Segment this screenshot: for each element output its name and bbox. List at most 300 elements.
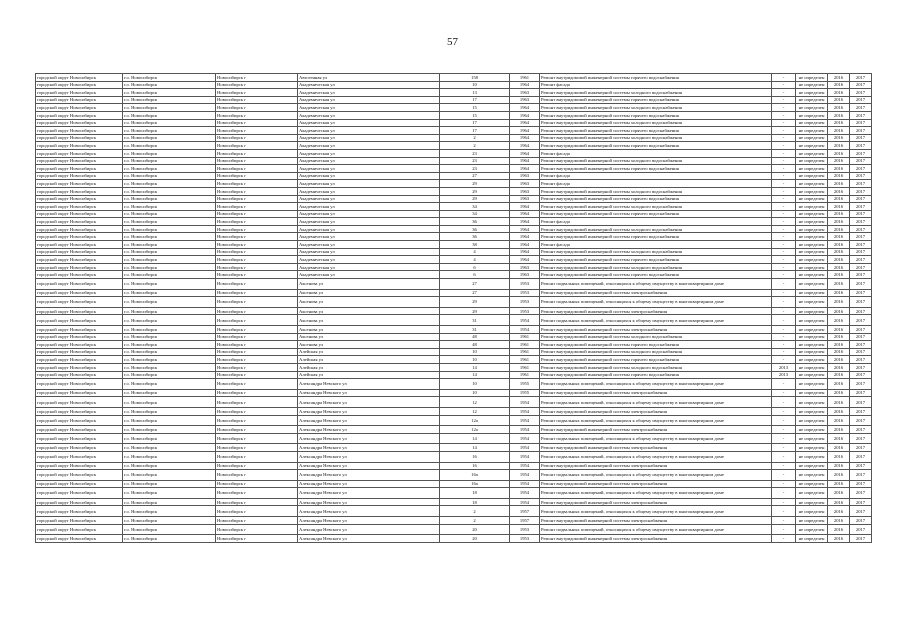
- table-row: [36, 119, 872, 127]
- work-type-cell: Ремонт подвальных помещений, относящихся к общему имуществу в многоквартирном доме: [540, 415, 772, 426]
- table-row: [36, 356, 872, 364]
- last-repair-year-cell: -: [772, 326, 796, 334]
- plan-end-year-cell: 2017: [850, 263, 872, 271]
- build-year-cell: 1964: [510, 241, 540, 249]
- plan-start-year-cell: 2016: [828, 225, 850, 233]
- cost-cell: не определен: [796, 89, 828, 97]
- last-repair-year-cell: -: [772, 248, 796, 256]
- municipality-cell: городской округ Новосибирск: [36, 535, 123, 543]
- plan-end-year-cell: 2017: [850, 256, 872, 264]
- street-cell: Аксенова ул: [298, 333, 440, 341]
- street-cell: Академическая ул: [298, 89, 440, 97]
- table-row: [36, 379, 872, 390]
- plan-start-year-cell: 2016: [828, 397, 850, 408]
- plan-end-year-cell: 2017: [850, 524, 872, 535]
- work-type-cell: Ремонт внутридомовой инженерной системы горячего водоснабжения: [540, 96, 772, 104]
- build-year-cell: 1954: [510, 426, 540, 434]
- plan-end-year-cell: 2017: [850, 89, 872, 97]
- cost-cell: не определен: [796, 488, 828, 499]
- work-type-cell: Ремонт внутридомовой инженерной системы горячего водоснабжения: [540, 210, 772, 218]
- city-cell: Новосибирск г: [216, 363, 298, 371]
- table-row: [36, 307, 872, 315]
- plan-start-year-cell: 2016: [828, 96, 850, 104]
- last-repair-year-cell: -: [772, 389, 796, 397]
- city-cell: Новосибирск г: [216, 157, 298, 165]
- table-row: [36, 333, 872, 341]
- build-year-cell: 1954: [510, 451, 540, 462]
- house-number-cell: 16а: [440, 470, 510, 481]
- house-number-cell: 16а: [440, 480, 510, 488]
- table-row: [36, 297, 872, 308]
- table-row: [36, 488, 872, 499]
- cost-cell: не определен: [796, 341, 828, 349]
- house-number-cell: 17: [440, 119, 510, 127]
- plan-start-year-cell: 2016: [828, 348, 850, 356]
- house-number-cell: 18: [440, 498, 510, 506]
- plan-start-year-cell: 2016: [828, 333, 850, 341]
- cost-cell: не определен: [796, 498, 828, 506]
- municipality-cell: городской округ Новосибирск: [36, 195, 123, 203]
- table-row: [36, 225, 872, 233]
- house-number-cell: 29: [440, 187, 510, 195]
- house-number-cell: 20: [440, 524, 510, 535]
- settlement-cell: г.о. Новосибирск: [123, 96, 216, 104]
- cost-cell: не определен: [796, 104, 828, 112]
- street-cell: Академическая ул: [298, 149, 440, 157]
- cost-cell: не определен: [796, 524, 828, 535]
- settlement-cell: г.о. Новосибирск: [123, 444, 216, 452]
- build-year-cell: 1964: [510, 111, 540, 119]
- city-cell: Новосибирск г: [216, 535, 298, 543]
- plan-start-year-cell: 2016: [828, 341, 850, 349]
- street-cell: Александра Невского ул: [298, 389, 440, 397]
- settlement-cell: г.о. Новосибирск: [123, 241, 216, 249]
- settlement-cell: г.о. Новосибирск: [123, 480, 216, 488]
- table-row: [36, 165, 872, 173]
- city-cell: Новосибирск г: [216, 256, 298, 264]
- settlement-cell: г.о. Новосибирск: [123, 111, 216, 119]
- table-row: [36, 89, 872, 97]
- city-cell: Новосибирск г: [216, 127, 298, 135]
- plan-start-year-cell: 2016: [828, 480, 850, 488]
- work-type-cell: Ремонт подвальных помещений, относящихся к общему имуществу в многоквартирном доме: [540, 379, 772, 390]
- last-repair-year-cell: -: [772, 407, 796, 415]
- build-year-cell: 1964: [510, 248, 540, 256]
- plan-end-year-cell: 2017: [850, 157, 872, 165]
- table-row: [36, 462, 872, 470]
- settlement-cell: г.о. Новосибирск: [123, 426, 216, 434]
- house-number-cell: 14: [440, 363, 510, 371]
- table-row: [36, 341, 872, 349]
- street-cell: Аксенова ул: [298, 297, 440, 308]
- cost-cell: не определен: [796, 426, 828, 434]
- municipality-cell: городской округ Новосибирск: [36, 315, 123, 326]
- house-number-cell: 16: [440, 462, 510, 470]
- city-cell: Новосибирск г: [216, 180, 298, 188]
- cost-cell: не определен: [796, 233, 828, 241]
- plan-end-year-cell: 2017: [850, 119, 872, 127]
- city-cell: Новосибирск г: [216, 462, 298, 470]
- work-type-cell: Ремонт фасада: [540, 218, 772, 226]
- settlement-cell: г.о. Новосибирск: [123, 488, 216, 499]
- table-row: [36, 172, 872, 180]
- last-repair-year-cell: -: [772, 263, 796, 271]
- last-repair-year-cell: 2013: [772, 363, 796, 371]
- municipality-cell: городской округ Новосибирск: [36, 451, 123, 462]
- cost-cell: не определен: [796, 142, 828, 150]
- cost-cell: не определен: [796, 356, 828, 364]
- table-row: [36, 195, 872, 203]
- city-cell: Новосибирск г: [216, 333, 298, 341]
- municipality-cell: городской округ Новосибирск: [36, 241, 123, 249]
- house-number-cell: 48: [440, 333, 510, 341]
- city-cell: Новосибирск г: [216, 524, 298, 535]
- plan-start-year-cell: 2016: [828, 89, 850, 97]
- work-type-cell: Ремонт подвальных помещений, относящихся к общему имуществу в многоквартирном доме: [540, 470, 772, 481]
- municipality-cell: городской округ Новосибирск: [36, 297, 123, 308]
- house-number-cell: 27: [440, 289, 510, 297]
- plan-start-year-cell: 2016: [828, 210, 850, 218]
- municipality-cell: городской округ Новосибирск: [36, 180, 123, 188]
- table-row: [36, 127, 872, 135]
- table-row: [36, 233, 872, 241]
- table-row: [36, 279, 872, 290]
- table-row: [36, 256, 872, 264]
- last-repair-year-cell: -: [772, 451, 796, 462]
- street-cell: Александра Невского ул: [298, 462, 440, 470]
- plan-end-year-cell: 2017: [850, 180, 872, 188]
- table-row: [36, 104, 872, 112]
- build-year-cell: 1953: [510, 297, 540, 308]
- work-type-cell: Ремонт внутридомовой инженерной системы электроснабжения: [540, 389, 772, 397]
- city-cell: Новосибирск г: [216, 263, 298, 271]
- house-number-cell: 34: [440, 203, 510, 211]
- municipality-cell: городской округ Новосибирск: [36, 89, 123, 97]
- plan-end-year-cell: 2017: [850, 415, 872, 426]
- cost-cell: не определен: [796, 157, 828, 165]
- cost-cell: не определен: [796, 307, 828, 315]
- house-number-cell: 29: [440, 307, 510, 315]
- street-cell: Академическая ул: [298, 241, 440, 249]
- plan-start-year-cell: 2016: [828, 104, 850, 112]
- plan-end-year-cell: 2017: [850, 433, 872, 444]
- municipality-cell: городской округ Новосибирск: [36, 256, 123, 264]
- plan-end-year-cell: 2017: [850, 225, 872, 233]
- plan-start-year-cell: 2016: [828, 271, 850, 279]
- street-cell: Александра Невского ул: [298, 506, 440, 517]
- city-cell: Новосибирск г: [216, 426, 298, 434]
- street-cell: Александра Невского ул: [298, 524, 440, 535]
- cost-cell: не определен: [796, 96, 828, 104]
- plan-end-year-cell: 2017: [850, 451, 872, 462]
- build-year-cell: 1964: [510, 210, 540, 218]
- municipality-cell: городской округ Новосибирск: [36, 279, 123, 290]
- house-number-cell: 2: [440, 142, 510, 150]
- last-repair-year-cell: 2013: [772, 371, 796, 379]
- table-row: [36, 470, 872, 481]
- city-cell: Новосибирск г: [216, 356, 298, 364]
- last-repair-year-cell: -: [772, 348, 796, 356]
- city-cell: Новосибирск г: [216, 289, 298, 297]
- cost-cell: не определен: [796, 165, 828, 173]
- street-cell: Академическая ул: [298, 111, 440, 119]
- house-number-cell: 15: [440, 111, 510, 119]
- cost-cell: не определен: [796, 371, 828, 379]
- plan-start-year-cell: 2016: [828, 470, 850, 481]
- city-cell: Новосибирск г: [216, 451, 298, 462]
- house-number-cell: 158: [440, 74, 510, 82]
- municipality-cell: городской округ Новосибирск: [36, 127, 123, 135]
- settlement-cell: г.о. Новосибирск: [123, 74, 216, 82]
- last-repair-year-cell: -: [772, 315, 796, 326]
- settlement-cell: г.о. Новосибирск: [123, 379, 216, 390]
- street-cell: Александра Невского ул: [298, 470, 440, 481]
- plan-end-year-cell: 2017: [850, 127, 872, 135]
- city-cell: Новосибирск г: [216, 415, 298, 426]
- street-cell: Академическая ул: [298, 248, 440, 256]
- plan-end-year-cell: 2017: [850, 348, 872, 356]
- street-cell: Александра Невского ул: [298, 535, 440, 543]
- last-repair-year-cell: -: [772, 134, 796, 142]
- settlement-cell: г.о. Новосибирск: [123, 180, 216, 188]
- last-repair-year-cell: -: [772, 279, 796, 290]
- table-row: [36, 210, 872, 218]
- municipality-cell: городской округ Новосибирск: [36, 271, 123, 279]
- work-type-cell: Ремонт подвальных помещений, относящихся к общему имуществу в многоквартирном доме: [540, 279, 772, 290]
- city-cell: Новосибирск г: [216, 506, 298, 517]
- street-cell: Академическая ул: [298, 203, 440, 211]
- house-number-cell: 34: [440, 210, 510, 218]
- plan-start-year-cell: 2016: [828, 326, 850, 334]
- plan-end-year-cell: 2017: [850, 96, 872, 104]
- settlement-cell: г.о. Новосибирск: [123, 127, 216, 135]
- work-type-cell: Ремонт внутридомовой инженерной системы холодного водоснабжения: [540, 348, 772, 356]
- build-year-cell: 1954: [510, 470, 540, 481]
- settlement-cell: г.о. Новосибирск: [123, 218, 216, 226]
- settlement-cell: г.о. Новосибирск: [123, 203, 216, 211]
- last-repair-year-cell: -: [772, 74, 796, 82]
- build-year-cell: 1964: [510, 218, 540, 226]
- municipality-cell: городской округ Новосибирск: [36, 210, 123, 218]
- street-cell: Аксенова ул: [298, 341, 440, 349]
- plan-end-year-cell: 2017: [850, 407, 872, 415]
- cost-cell: не определен: [796, 470, 828, 481]
- last-repair-year-cell: -: [772, 165, 796, 173]
- plan-end-year-cell: 2017: [850, 326, 872, 334]
- cost-cell: не определен: [796, 297, 828, 308]
- municipality-cell: городской округ Новосибирск: [36, 263, 123, 271]
- last-repair-year-cell: -: [772, 462, 796, 470]
- city-cell: Новосибирск г: [216, 498, 298, 506]
- settlement-cell: г.о. Новосибирск: [123, 263, 216, 271]
- work-type-cell: Ремонт фасада: [540, 172, 772, 180]
- settlement-cell: г.о. Новосибирск: [123, 256, 216, 264]
- last-repair-year-cell: -: [772, 256, 796, 264]
- plan-end-year-cell: 2017: [850, 462, 872, 470]
- page-number: 57: [447, 36, 458, 48]
- cost-cell: не определен: [796, 363, 828, 371]
- work-type-cell: Ремонт внутридомовой инженерной системы горячего водоснабжения: [540, 233, 772, 241]
- last-repair-year-cell: -: [772, 535, 796, 543]
- cost-cell: не определен: [796, 535, 828, 543]
- work-type-cell: Ремонт внутридомовой инженерной системы электроснабжения: [540, 326, 772, 334]
- cost-cell: не определен: [796, 180, 828, 188]
- city-cell: Новосибирск г: [216, 315, 298, 326]
- city-cell: Новосибирск г: [216, 307, 298, 315]
- settlement-cell: г.о. Новосибирск: [123, 104, 216, 112]
- municipality-cell: городской округ Новосибирск: [36, 119, 123, 127]
- city-cell: Новосибирск г: [216, 134, 298, 142]
- settlement-cell: г.о. Новосибирск: [123, 356, 216, 364]
- build-year-cell: 1954: [510, 397, 540, 408]
- table-row: [36, 315, 872, 326]
- municipality-cell: городской округ Новосибирск: [36, 225, 123, 233]
- street-cell: Академическая ул: [298, 256, 440, 264]
- work-type-cell: Ремонт подвальных помещений, относящихся к общему имуществу в многоквартирном доме: [540, 506, 772, 517]
- last-repair-year-cell: -: [772, 498, 796, 506]
- house-number-cell: 13: [440, 89, 510, 97]
- city-cell: Новосибирск г: [216, 407, 298, 415]
- house-number-cell: 6: [440, 271, 510, 279]
- street-cell: Алейская ул: [298, 371, 440, 379]
- last-repair-year-cell: -: [772, 356, 796, 364]
- settlement-cell: г.о. Новосибирск: [123, 297, 216, 308]
- plan-end-year-cell: 2017: [850, 356, 872, 364]
- plan-start-year-cell: 2016: [828, 187, 850, 195]
- last-repair-year-cell: -: [772, 333, 796, 341]
- house-number-cell: 23: [440, 157, 510, 165]
- plan-start-year-cell: 2016: [828, 81, 850, 89]
- house-number-cell: 4: [440, 256, 510, 264]
- municipality-cell: городской округ Новосибирск: [36, 172, 123, 180]
- plan-end-year-cell: 2017: [850, 498, 872, 506]
- city-cell: Новосибирск г: [216, 74, 298, 82]
- plan-end-year-cell: 2017: [850, 104, 872, 112]
- table-row: [36, 426, 872, 434]
- municipality-cell: городской округ Новосибирск: [36, 444, 123, 452]
- street-cell: Академическая ул: [298, 96, 440, 104]
- plan-start-year-cell: 2016: [828, 74, 850, 82]
- settlement-cell: г.о. Новосибирск: [123, 407, 216, 415]
- city-cell: Новосибирск г: [216, 119, 298, 127]
- city-cell: Новосибирск г: [216, 89, 298, 97]
- table-row: [36, 180, 872, 188]
- plan-start-year-cell: 2016: [828, 180, 850, 188]
- work-type-cell: Ремонт подвальных помещений, относящихся к общему имуществу в многоквартирном доме: [540, 524, 772, 535]
- last-repair-year-cell: -: [772, 96, 796, 104]
- house-number-cell: 14: [440, 444, 510, 452]
- municipality-cell: городской округ Новосибирск: [36, 74, 123, 82]
- build-year-cell: 1954: [510, 315, 540, 326]
- build-year-cell: 1963: [510, 195, 540, 203]
- municipality-cell: городской округ Новосибирск: [36, 480, 123, 488]
- cost-cell: не определен: [796, 203, 828, 211]
- city-cell: Новосибирск г: [216, 271, 298, 279]
- plan-end-year-cell: 2017: [850, 488, 872, 499]
- table-row: [36, 326, 872, 334]
- plan-end-year-cell: 2017: [850, 172, 872, 180]
- last-repair-year-cell: -: [772, 142, 796, 150]
- city-cell: Новосибирск г: [216, 470, 298, 481]
- house-number-cell: 18: [440, 488, 510, 499]
- house-number-cell: 14: [440, 371, 510, 379]
- table-row: [36, 407, 872, 415]
- table-row: [36, 111, 872, 119]
- city-cell: Новосибирск г: [216, 248, 298, 256]
- cost-cell: не определен: [796, 315, 828, 326]
- plan-end-year-cell: 2017: [850, 426, 872, 434]
- house-number-cell: 10: [440, 389, 510, 397]
- plan-start-year-cell: 2016: [828, 165, 850, 173]
- work-type-cell: Ремонт внутридомовой инженерной системы холодного водоснабжения: [540, 333, 772, 341]
- work-type-cell: Ремонт внутридомовой инженерной системы горячего водоснабжения: [540, 371, 772, 379]
- last-repair-year-cell: -: [772, 233, 796, 241]
- municipality-cell: городской округ Новосибирск: [36, 326, 123, 334]
- build-year-cell: 1964: [510, 127, 540, 135]
- plan-end-year-cell: 2017: [850, 203, 872, 211]
- settlement-cell: г.о. Новосибирск: [123, 517, 216, 525]
- house-number-cell: 27: [440, 279, 510, 290]
- last-repair-year-cell: -: [772, 426, 796, 434]
- municipality-cell: городской округ Новосибирск: [36, 333, 123, 341]
- cost-cell: не определен: [796, 415, 828, 426]
- cost-cell: не определен: [796, 389, 828, 397]
- settlement-cell: г.о. Новосибирск: [123, 371, 216, 379]
- street-cell: Академическая ул: [298, 127, 440, 135]
- city-cell: Новосибирск г: [216, 397, 298, 408]
- last-repair-year-cell: -: [772, 415, 796, 426]
- house-number-cell: 36: [440, 233, 510, 241]
- house-number-cell: 12а: [440, 426, 510, 434]
- city-cell: Новосибирск г: [216, 517, 298, 525]
- cost-cell: не определен: [796, 134, 828, 142]
- table-row: [36, 81, 872, 89]
- settlement-cell: г.о. Новосибирск: [123, 172, 216, 180]
- street-cell: Александра Невского ул: [298, 407, 440, 415]
- house-number-cell: 6: [440, 263, 510, 271]
- build-year-cell: 1963: [510, 172, 540, 180]
- city-cell: Новосибирск г: [216, 218, 298, 226]
- work-type-cell: Ремонт внутридомовой инженерной системы горячего водоснабжения: [540, 127, 772, 135]
- build-year-cell: 1953: [510, 289, 540, 297]
- work-type-cell: Ремонт внутридомовой инженерной системы электроснабжения: [540, 480, 772, 488]
- house-number-cell: 48: [440, 341, 510, 349]
- plan-end-year-cell: 2017: [850, 307, 872, 315]
- street-cell: Академическая ул: [298, 81, 440, 89]
- work-type-cell: Ремонт внутридомовой инженерной системы электроснабжения: [540, 462, 772, 470]
- municipality-cell: городской округ Новосибирск: [36, 506, 123, 517]
- house-number-cell: 38: [440, 241, 510, 249]
- settlement-cell: г.о. Новосибирск: [123, 195, 216, 203]
- last-repair-year-cell: -: [772, 195, 796, 203]
- cost-cell: не определен: [796, 271, 828, 279]
- street-cell: Александра Невского ул: [298, 433, 440, 444]
- last-repair-year-cell: -: [772, 203, 796, 211]
- municipality-cell: городской округ Новосибирск: [36, 289, 123, 297]
- work-type-cell: Ремонт внутридомовой инженерной системы холодного водоснабжения: [540, 203, 772, 211]
- municipality-cell: городской округ Новосибирск: [36, 218, 123, 226]
- cost-cell: не определен: [796, 433, 828, 444]
- work-type-cell: Ремонт внутридомовой инженерной системы электроснабжения: [540, 307, 772, 315]
- city-cell: Новосибирск г: [216, 104, 298, 112]
- last-repair-year-cell: -: [772, 241, 796, 249]
- city-cell: Новосибирск г: [216, 210, 298, 218]
- municipality-cell: городской округ Новосибирск: [36, 426, 123, 434]
- plan-end-year-cell: 2017: [850, 379, 872, 390]
- street-cell: Академическая ул: [298, 225, 440, 233]
- plan-end-year-cell: 2017: [850, 289, 872, 297]
- municipality-cell: городской округ Новосибирск: [36, 462, 123, 470]
